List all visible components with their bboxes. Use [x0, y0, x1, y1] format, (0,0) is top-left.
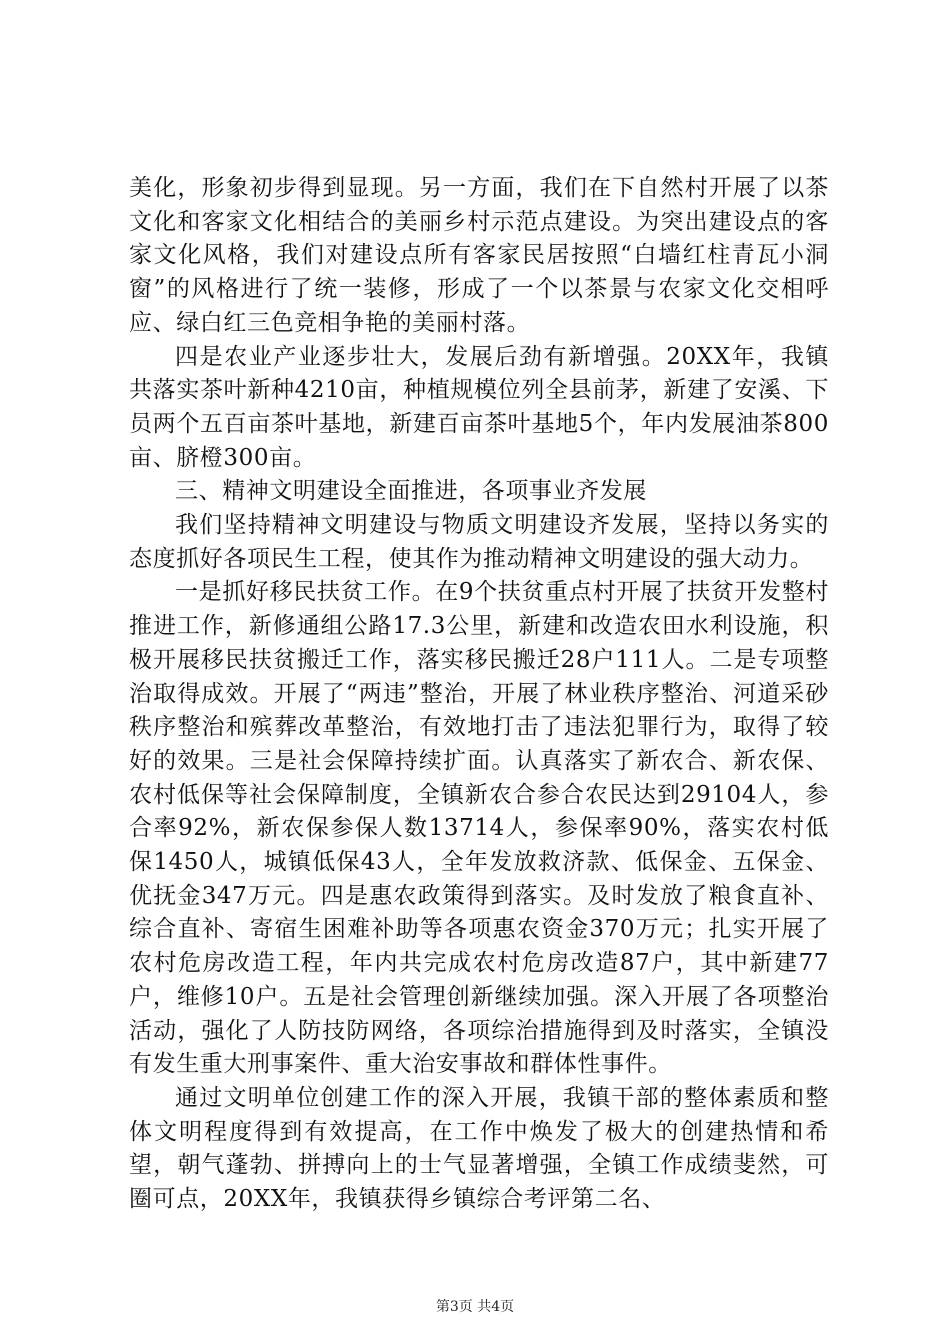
paragraph-intro: 我们坚持精神文明建设与物质文明建设齐发展，坚持以务实的态度抓好各项民生工程，使其作为推动精神文明建设的强大动力。: [129, 512, 829, 572]
paragraph-livelihood: 一是抓好移民扶贫工作。在9个扶贫重点村开展了扶贫开发整村推进工作，新修通组公路17.3公里，新建和改造农田水利设施，积极开展移民扶贫搬迁工作，落实移民搬迁28户111人。二是专项整治取得成效。开展了“两违”整治，开展了林业秩序整治、河道采砂秩序整治和殡葬改革整治，有效地打击了违法犯罪行为，取得了较好的效果。三是社会保障持续扩面。认真落实了新农合、新农保、农村低保等社会保障制度，全镇新农合参合农民达到29104人，参合率92%，新农保参保人数13714人，参保率90%，落实农村低保1450人，城镇低保43人，全年发放救济款、低保金、五保金、优抚金347万元。四是惠农政策得到落实。及时发放了粮食直补、综合直补、寄宿生困难补助等各项惠农资金370万元；扎实开展了农村危房改造工程，年内共完成农村危房改造87户，其中新建77户，维修10户。五是社会管理创新继续加强。深入开展了各项整治活动，强化了人防技防网络，各项综治措施得到及时落实，全镇没有发生重大刑事案件、重大治安事故和群体性事件。: [129, 579, 829, 1078]
paragraph-agriculture: 四是农业产业逐步壮大，发展后劲有新增强。20XX年，我镇共落实茶叶新种4210亩，种植规模位列全县前茅，新建了安溪、下员两个五百亩茶叶基地，新建百亩茶叶基地5个，年内发展油茶800亩、脐橙300亩。: [129, 343, 829, 471]
paragraph-summary: 通过文明单位创建工作的深入开展，我镇干部的整体素质和整体文明程度得到有效提高，在工作中焕发了极大的创建热情和希望，朝气蓬勃、拼搏向上的士气显著增强，全镇工作成绩斐然，可圈可点，20XX年，我镇获得乡镇综合考评第二名、: [129, 1084, 829, 1213]
paragraph-continuation: 美化，形象初步得到显现。另一方面，我们在下自然村开展了以茶文化和客家文化相结合的美丽乡村示范点建设。为突出建设点的客家文化风格，我们对建设点所有客家民居按照“白墙红柱青瓦小洞窗”的风格进行了统一装修，形成了一个以茶景与农家文化交相呼应、绿白红三色竞相争艳的美丽村落。: [129, 175, 829, 336]
page-footer: 第3页 共4页: [435, 1299, 515, 1315]
document-body: [129, 172, 829, 1217]
section-heading: 三、精神文明建设全面推进，各项事业齐发展: [175, 478, 647, 505]
